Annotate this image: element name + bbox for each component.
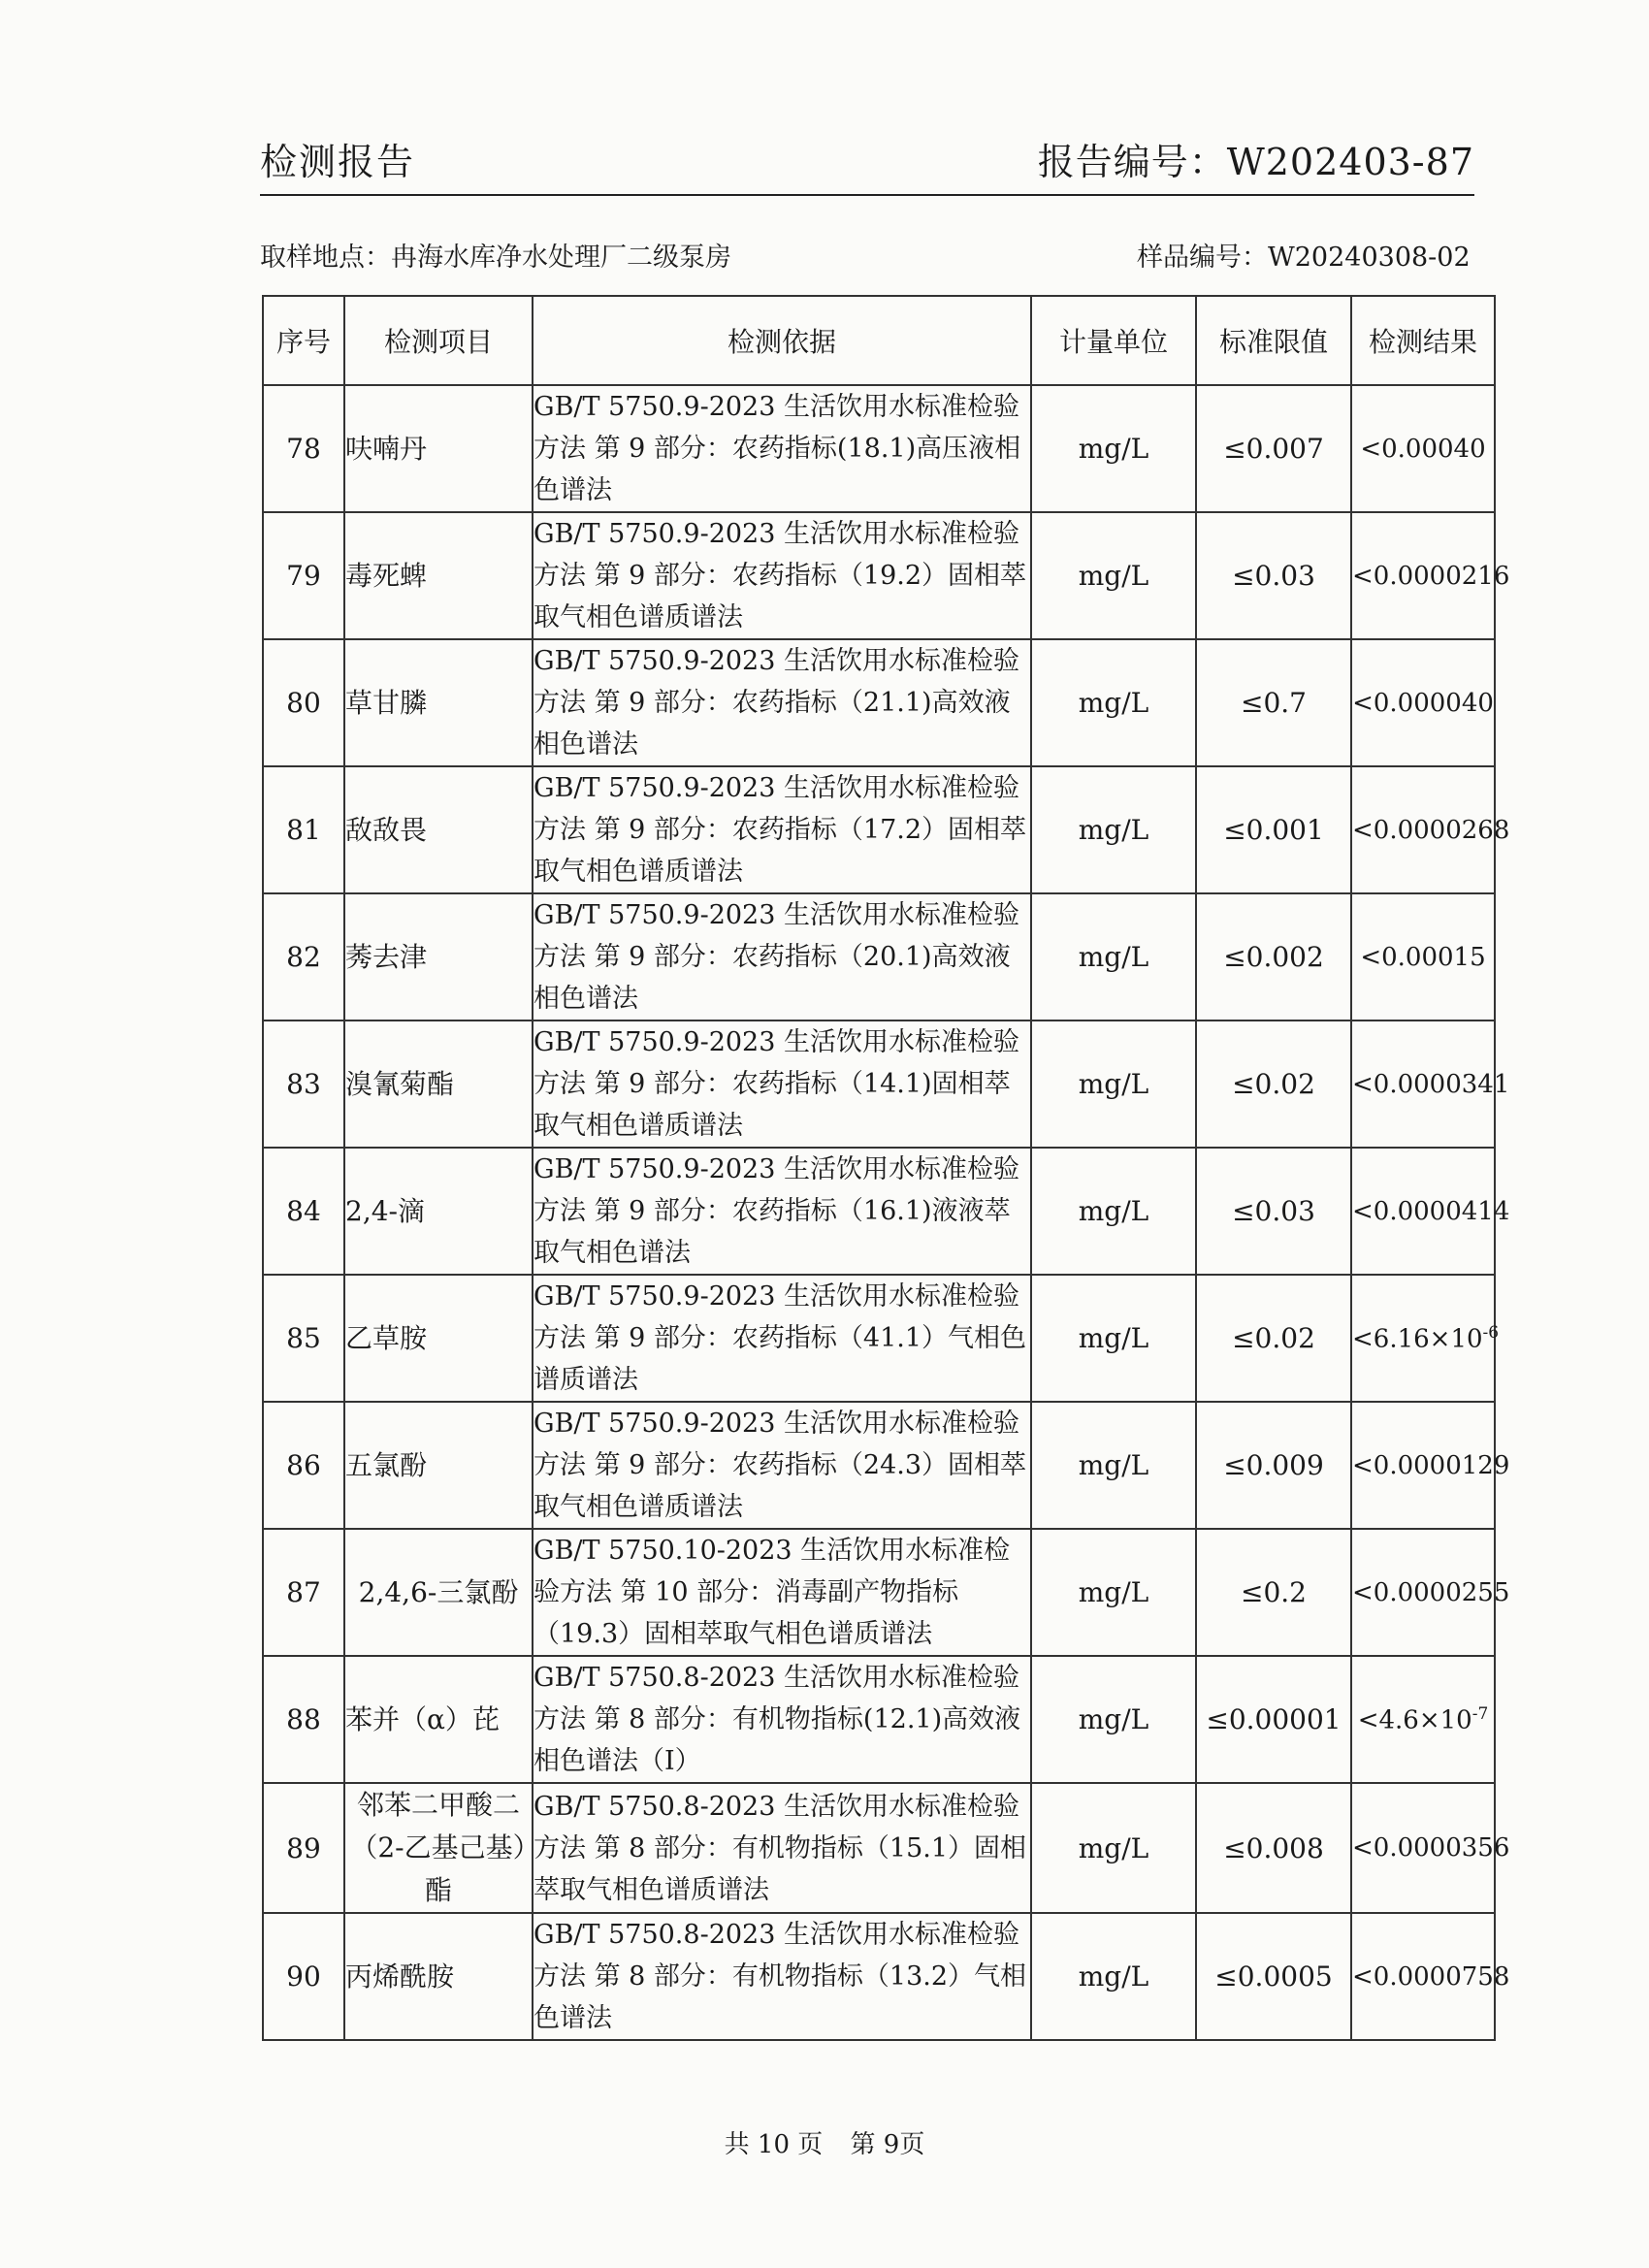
row-item: 莠去津 [344,893,533,1021]
row-unit: mg/L [1031,1402,1196,1529]
row-serial: 78 [263,385,344,512]
row-basis: GB/T 5750.8-2023 生活饮用水标准检验方法 第 8 部分：有机物指标(12.1)高效液相色谱法（Ⅰ） [533,1656,1031,1783]
report-header [260,124,1474,196]
row-item: 苯并（α）芘 [344,1656,533,1783]
row-item: 邻苯二甲酸二（2-乙基己基）酯 [344,1783,533,1913]
row-serial: 84 [263,1148,344,1275]
row-unit: mg/L [1031,639,1196,766]
row-limit: ≤0.007 [1196,385,1351,512]
row-unit: mg/L [1031,1913,1196,2040]
row-basis: GB/T 5750.9-2023 生活饮用水标准检验方法 第 9 部分：农药指标（41.1）气相色谱质谱法 [533,1275,1031,1402]
row-limit: ≤0.02 [1196,1275,1351,1402]
row-basis: GB/T 5750.9-2023 生活饮用水标准检验方法 第 9 部分：农药指标（21.1)高效液相色谱法 [533,639,1031,766]
row-result: <0.0000414 [1351,1148,1495,1275]
header-limit: 标准限值 [1196,296,1351,385]
sampling-location: 取样地点：冉海水库净水处理厂二级泵房 [260,243,731,273]
row-result: <0.000040 [1351,639,1495,766]
row-limit: ≤0.00001 [1196,1656,1351,1783]
row-limit: ≤0.001 [1196,766,1351,893]
table-row [263,1783,1495,1913]
report-number: 报告编号：W202403-87 [1037,141,1474,183]
row-unit: mg/L [1031,512,1196,639]
result-exponent: -6 [1482,1322,1500,1343]
row-unit: mg/L [1031,1656,1196,1783]
table-row [263,1529,1495,1656]
row-serial: 80 [263,639,344,766]
row-basis: GB/T 5750.9-2023 生活饮用水标准检验方法 第 9 部分：农药指标（17.2）固相萃取气相色谱质谱法 [533,766,1031,893]
row-serial: 79 [263,512,344,639]
table-row [263,512,1495,639]
table-row [263,385,1495,512]
header-item: 检测项目 [344,296,533,385]
header-basis: 检测依据 [533,296,1031,385]
row-serial: 83 [263,1021,344,1148]
row-basis: GB/T 5750.9-2023 生活饮用水标准检验方法 第 9 部分：农药指标(18.1)高压液相色谱法 [533,385,1031,512]
result-base: <4.6×10 [1357,1705,1472,1735]
page-footer [0,2124,1649,2160]
row-item: 毒死蜱 [344,512,533,639]
row-result [1351,1275,1500,1402]
row-result: <0.0000216 [1351,512,1495,639]
row-item: 乙草胺 [344,1275,533,1402]
row-serial: 82 [263,893,344,1021]
row-unit: mg/L [1031,766,1196,893]
table-row [263,766,1495,893]
row-unit: mg/L [1031,1275,1196,1402]
row-basis: GB/T 5750.9-2023 生活饮用水标准检验方法 第 9 部分：农药指标（14.1)固相萃取气相色谱质谱法 [533,1021,1031,1148]
header-serial: 序号 [263,296,344,385]
row-serial: 87 [263,1529,344,1656]
row-unit: mg/L [1031,1529,1196,1656]
row-result: <0.00040 [1351,385,1495,512]
row-serial: 86 [263,1402,344,1529]
header-unit: 计量单位 [1031,296,1196,385]
row-limit: ≤0.008 [1196,1783,1351,1913]
result-exponent: -7 [1471,1703,1489,1724]
row-item: 呋喃丹 [344,385,533,512]
table-header-row [263,296,1495,385]
table-row [263,893,1495,1021]
row-limit: ≤0.02 [1196,1021,1351,1148]
row-serial: 88 [263,1656,344,1783]
table-row [263,639,1495,766]
row-result: <0.0000341 [1351,1021,1495,1148]
sample-number: 样品编号：W20240308-02 [1137,243,1471,273]
row-limit: ≤0.009 [1196,1402,1351,1529]
row-unit: mg/L [1031,893,1196,1021]
report-title: 检测报告 [260,141,416,183]
current-page: 第 9页 [850,2130,925,2159]
row-result: <0.0000356 [1351,1783,1495,1913]
table-row [263,1656,1495,1783]
row-basis: GB/T 5750.9-2023 生活饮用水标准检验方法 第 9 部分：农药指标（24.3）固相萃取气相色谱质谱法 [533,1402,1031,1529]
header-result: 检测结果 [1351,296,1495,385]
row-limit: ≤0.7 [1196,639,1351,766]
row-item: 2,4-滴 [344,1148,533,1275]
row-item: 五氯酚 [344,1402,533,1529]
row-result: <0.0000268 [1351,766,1495,893]
row-basis: GB/T 5750.8-2023 生活饮用水标准检验方法 第 8 部分：有机物指标（15.1）固相萃取气相色谱质谱法 [533,1783,1031,1913]
row-unit: mg/L [1031,1783,1196,1913]
row-basis: GB/T 5750.9-2023 生活饮用水标准检验方法 第 9 部分：农药指标（20.1)高效液相色谱法 [533,893,1031,1021]
row-item: 草甘膦 [344,639,533,766]
row-unit: mg/L [1031,1021,1196,1148]
result-base: <6.16×10 [1352,1324,1483,1354]
table-row [263,1402,1495,1529]
table-row [263,1021,1495,1148]
table-row [263,1275,1495,1402]
row-item: 2,4,6-三氯酚 [344,1529,533,1656]
table-row [263,1913,1495,2040]
row-limit: ≤0.03 [1196,512,1351,639]
total-pages: 共 10 页 [724,2130,824,2159]
row-limit: ≤0.0005 [1196,1913,1351,2040]
table-body [263,385,1510,2040]
test-results-table [262,295,1510,2041]
row-result: <0.0000758 [1351,1913,1495,2040]
row-serial: 89 [263,1783,344,1913]
row-limit: ≤0.03 [1196,1148,1351,1275]
row-result: <0.00015 [1351,893,1495,1021]
row-basis: GB/T 5750.9-2023 生活饮用水标准检验方法 第 9 部分：农药指标（19.2）固相萃取气相色谱质谱法 [533,512,1031,639]
row-unit: mg/L [1031,1148,1196,1275]
row-serial: 85 [263,1275,344,1402]
row-basis: GB/T 5750.10-2023 生活饮用水标准检验方法 第 10 部分：消毒副产物指标（19.3）固相萃取气相色谱质谱法 [533,1529,1031,1656]
row-basis: GB/T 5750.9-2023 生活饮用水标准检验方法 第 9 部分：农药指标（16.1)液液萃取气相色谱法 [533,1148,1031,1275]
row-item: 丙烯酰胺 [344,1913,533,2040]
table-row [263,1148,1495,1275]
row-basis: GB/T 5750.8-2023 生活饮用水标准检验方法 第 8 部分：有机物指标（13.2）气相色谱法 [533,1913,1031,2040]
row-result [1351,1656,1495,1783]
row-limit: ≤0.2 [1196,1529,1351,1656]
row-serial: 90 [263,1913,344,2040]
row-serial: 81 [263,766,344,893]
row-result: <0.0000129 [1351,1402,1495,1529]
row-limit: ≤0.002 [1196,893,1351,1021]
row-item: 溴氰菊酯 [344,1021,533,1148]
row-result: <0.0000255 [1351,1529,1495,1656]
row-item: 敌敌畏 [344,766,533,893]
row-unit: mg/L [1031,385,1196,512]
